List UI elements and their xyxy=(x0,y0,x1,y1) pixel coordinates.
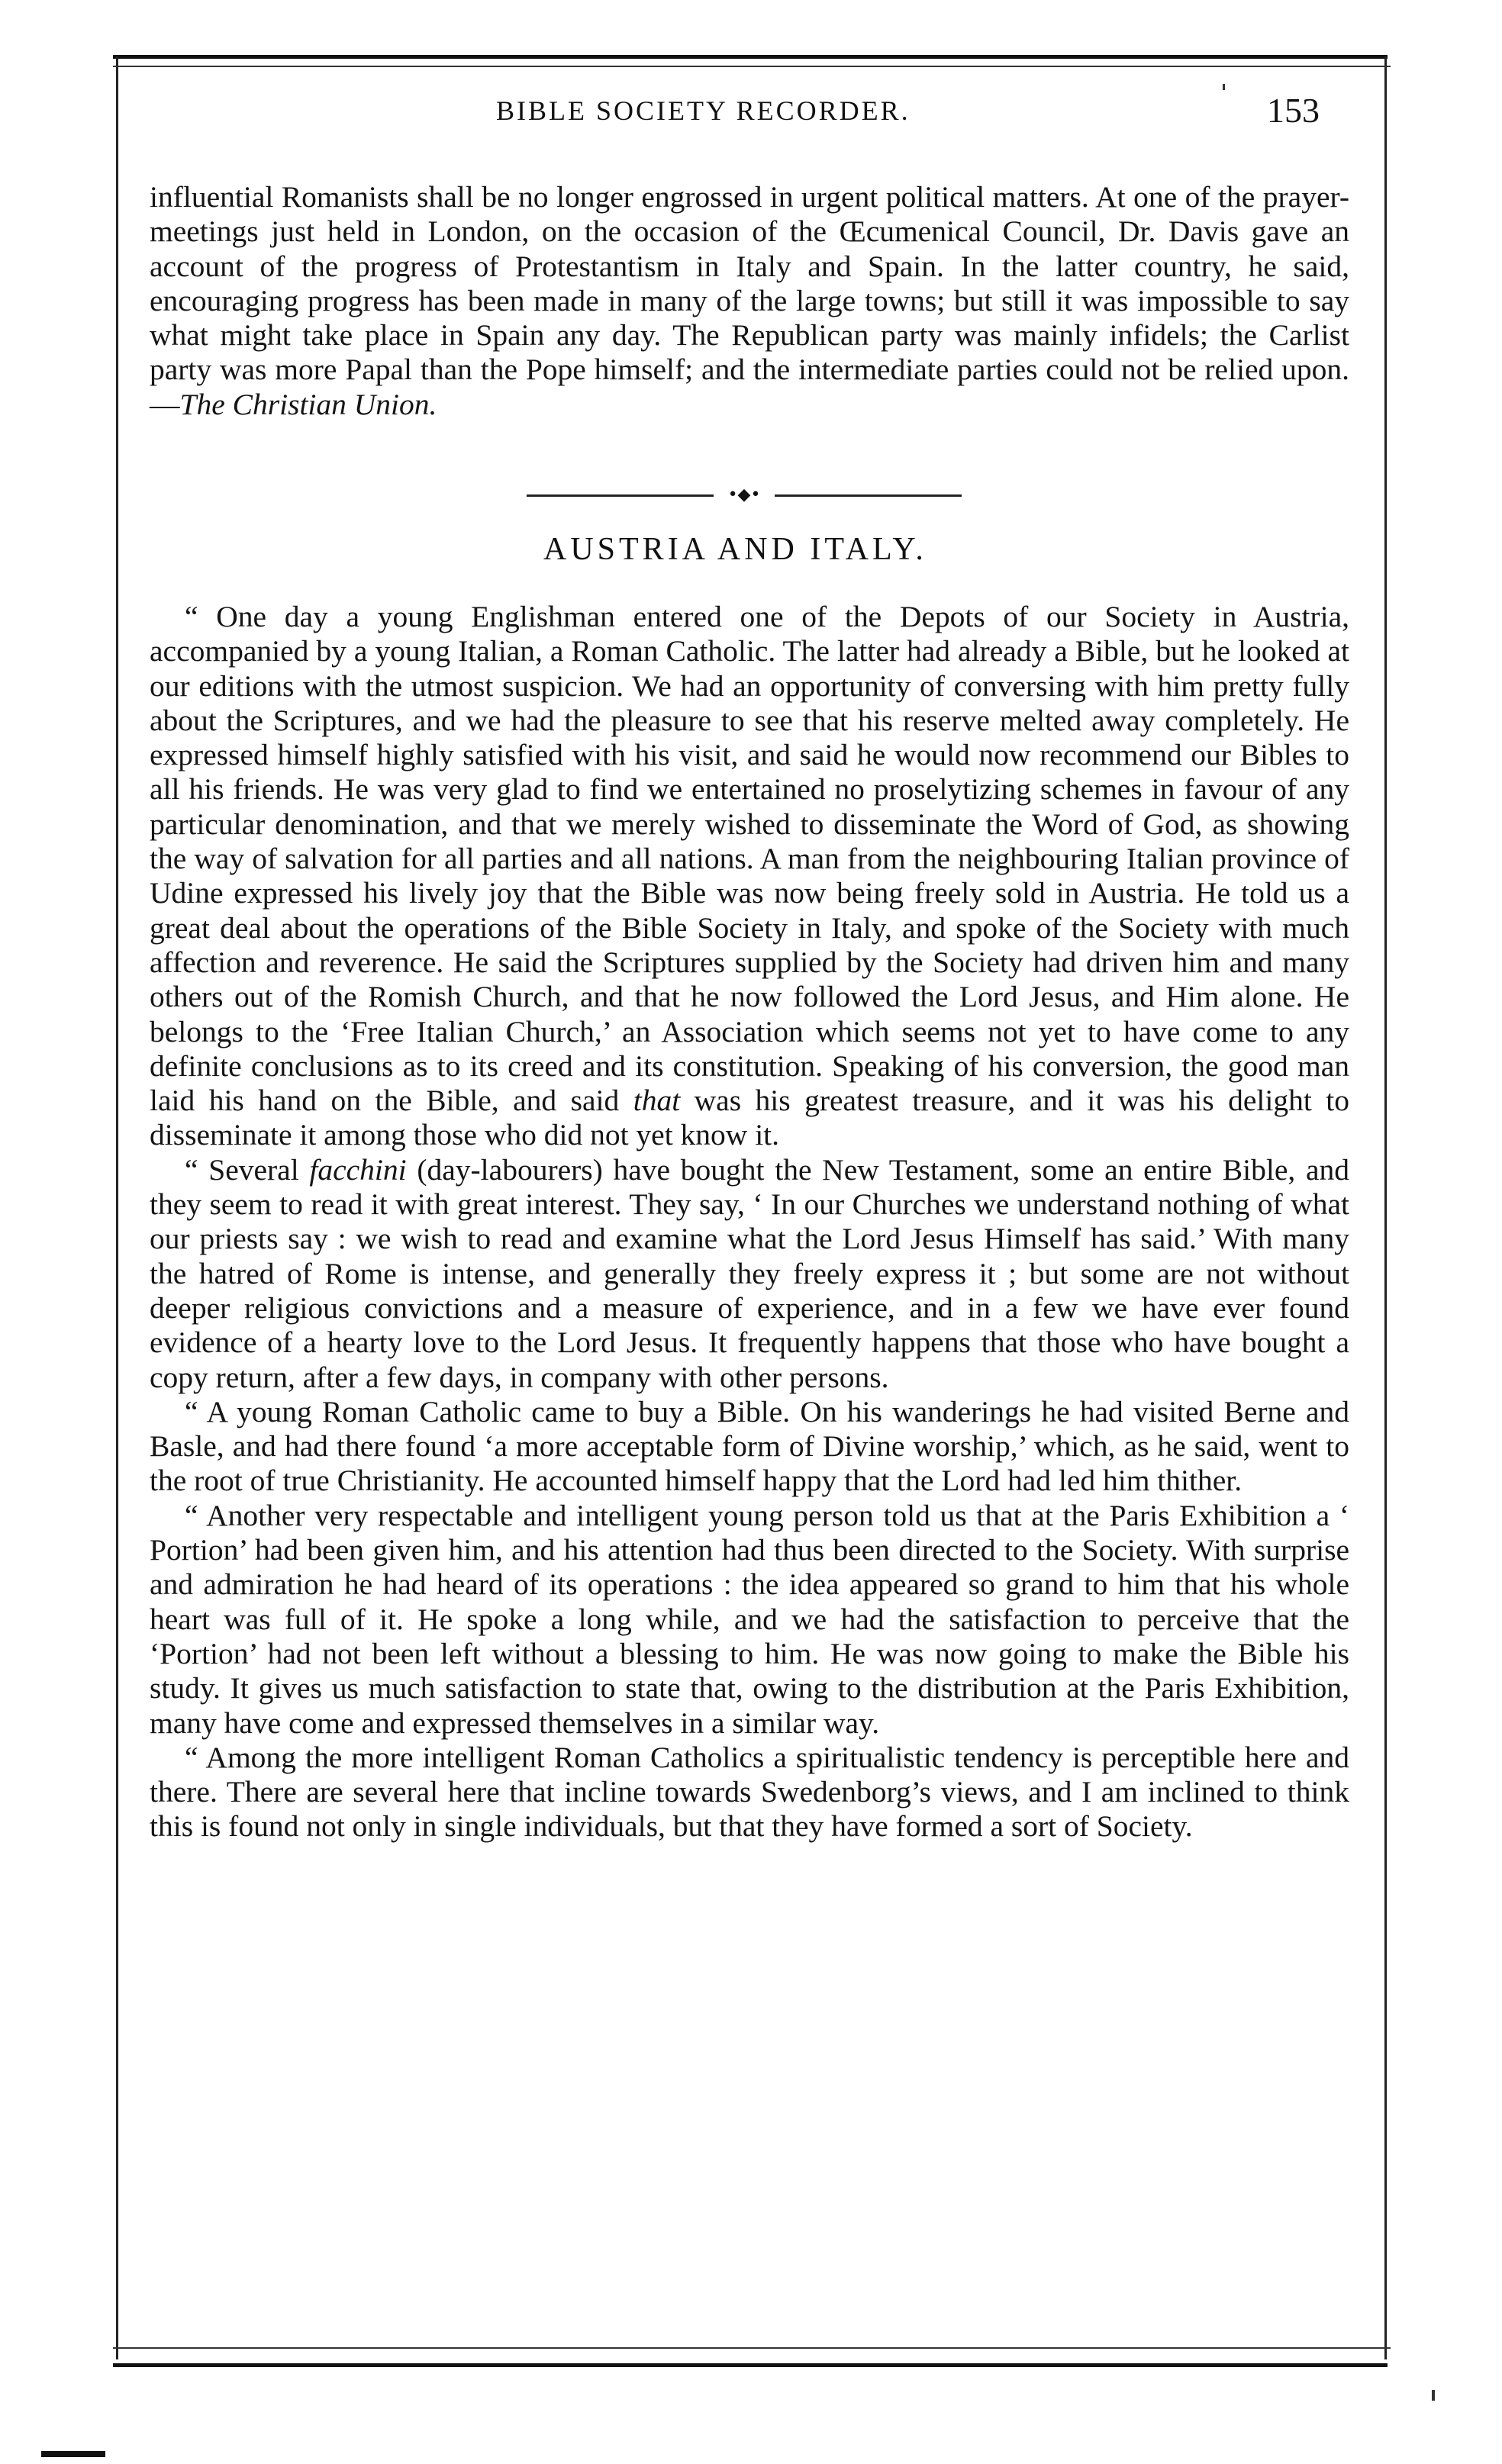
page-number: 153 xyxy=(1267,91,1320,130)
top-inner-rule xyxy=(113,66,1391,67)
intro-text xyxy=(150,180,1349,422)
corner-print-mark xyxy=(41,2451,105,2457)
paragraph-text: was his greatest treasure, and it was his delight to disseminate it among those who did not yet know it. xyxy=(150,1084,1349,1152)
divider-ornament: •◆• xyxy=(714,485,775,505)
paragraph-depot-visit xyxy=(150,600,1349,1153)
paragraph-text: “ One day a young Englishman entered one of the Depots of our Society in Austria, accompanied by a young Italian, a Roman Catholic. The latter had already a Bible, but he looked at our editions with the utmost suspicion. We had an opportunity of conversing with him pretty fully about the Scriptures, and we had the pleasure to see that his reserve melted away completely. He expressed himself highly satisfied with his visit, and said he would now recommend our Bibles to all his friends. He was very glad to find we entertained no proselytizing schemes in favour of any particular denomination, and that we merely wished to disseminate the Word of God, as showing the way of salvation for all parties and all nations. A man from the neighbouring Italian province of Udine expressed his lively joy that the Bible was now being freely sold in Austria. He told us a great deal about the operations of the Bible Society in Italy, and spoke of the Society with much affection and reverence. He said the Scriptures supplied by the Society had driven him and many others out of the Romish Church, and that he now followed the Lord Jesus, and Him alone. He belongs to the ‘Free Italian Church,’ an Association which seems not yet to have come to any definite conclusions as to its creed and its constitution. Speaking of his conversion, the good man laid his hand on the Bible, and said xyxy=(150,600,1349,1118)
emphasis-text: that xyxy=(633,1084,681,1118)
print-speck xyxy=(1223,84,1225,90)
paragraph-facchini xyxy=(150,1153,1349,1395)
paragraph-young-catholic: “ A young Roman Catholic came to buy a Bible. On his wanderings he had visited Berne and Basle, and had there found ‘a more acceptable form of Divine worship,’ which, as he said, went to the root of true Christianity. He accounted himself happy that the Lord had led him thither. xyxy=(150,1394,1349,1498)
section-heading: AUSTRIA AND ITALY. xyxy=(543,532,927,567)
article-body xyxy=(150,600,1349,1844)
left-border-rule xyxy=(116,56,118,2359)
paragraph-spiritualistic: “ Among the more intelligent Roman Catholics a spiritualistic tendency is perceptible here and there. There are several here that incline towards Swedenborg’s views, and I am inclined to think this is found not only in single individuals, but that they have formed a sort of Society. xyxy=(150,1740,1349,1844)
running-title: BIBLE SOCIETY RECORDER. xyxy=(496,95,911,126)
paragraph-text: (day-labourers) have bought the New Testament, some an entire Bible, and they seem to read it with great interest. They say, ‘ In our Churches we understand nothing of what our priests say : we wish to read and examine what the Lord Jesus Himself has said.’ With many the hatred of Rome is intense, and generally they freely express it ; but some are not without deeper religious convictions and a measure of experience, and in a few we have ever found evidence of a hearty love to the Lord Jesus. It frequently happens that those who have bought a copy return, after a few days, in company with other persons. xyxy=(150,1152,1349,1394)
emphasis-text: facchini xyxy=(309,1152,407,1187)
intro-body: influential Romanists shall be no longer engrossed in urgent political matters. At one of the prayer-meetings just held in London, on the occasion of the Œcumenical Council, Dr. Davis gave an account of the progress of Protestantism in Italy and Spain. In the latter country, he said, encouraging progress has been made in many of the large towns; but still it was impossible to say what might take place in Spain any day. The Republican party was mainly infidels; the Carlist party was more Papal than the Pope himself; and the intermediate parties could not be relied upon.— xyxy=(150,180,1349,421)
print-speck xyxy=(1432,2390,1435,2401)
right-border-rule xyxy=(1384,56,1387,2359)
intro-source: The Christian Union. xyxy=(179,387,437,421)
bottom-inner-rule xyxy=(113,2347,1391,2349)
intro-paragraph xyxy=(150,180,1349,422)
paragraph-text: “ Several xyxy=(185,1152,310,1187)
paragraph-paris-exhibition: “ Another very respectable and intelligent young person told us that at the Paris Exhibition a ‘ Portion’ had been given him, and his attention had thus been directed to the Society. With surprise and admiration he had heard of its operations : the idea appeared so grand to him that his whole heart was full of it. He spoke a long while, and we had the satisfaction to perceive that the ‘Portion’ had not been left without a blessing to him. He was now going to make the Bible his study. It gives us much satisfaction to state that, owing to the distribution at the Paris Exhibition, many have come and expressed themselves in a similar way. xyxy=(150,1498,1349,1740)
